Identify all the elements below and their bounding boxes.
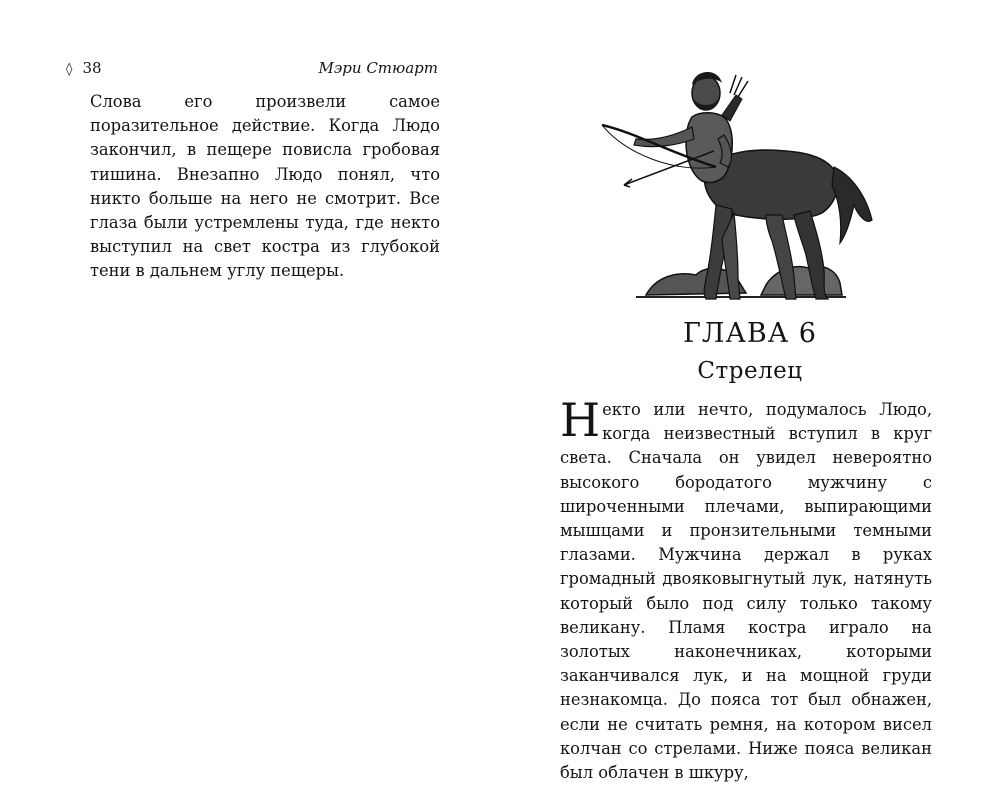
paragraph	[560, 393, 932, 785]
left-body-text	[90, 90, 440, 284]
centaur-archer-illustration	[596, 55, 886, 315]
author-name: Мэри Стюарт	[318, 59, 438, 77]
paragraph-text: екто или нечто, подумалось Людо, когда неизвестный вступил в круг света. Сначала он увидел невероятно высокого бородатого мужчину с широченными плечами, выпирающими мышцами и пронзительными темными глазами. Мужчина держал в руках громадный двояковыгнутый лук, натянуть который было под силу только такому великану. Пламя костра играло на золотых наконечниках, которыми заканчивался лук, и на мощной груди незнакомца. До пояса тот был обнажен, если не считать ремня, на котором висел колчан со стрелами. Ниже пояса великан был облачен в шкуру,	[560, 400, 932, 783]
page-number: 38	[82, 59, 102, 77]
chapter-title: Стрелец	[697, 358, 803, 384]
right-page	[500, 0, 1000, 794]
paragraph: Слова его произвели самое поразительное действие. Когда Людо закончил, в пещере повисла гробовая тишина. Внезапно Людо понял, что никто больше на него не смотрит. Все глаза были устремлены туда, где некто выступил на свет костра из глубокой тени в дальнем углу пещеры.	[90, 92, 440, 281]
diamond-ornament-icon: ◊	[66, 62, 73, 77]
chapter-number: ГЛАВА 6	[683, 318, 817, 349]
right-body-text	[560, 393, 932, 785]
drop-cap: Н	[560, 393, 601, 447]
folio	[66, 57, 102, 81]
running-head	[66, 57, 438, 79]
